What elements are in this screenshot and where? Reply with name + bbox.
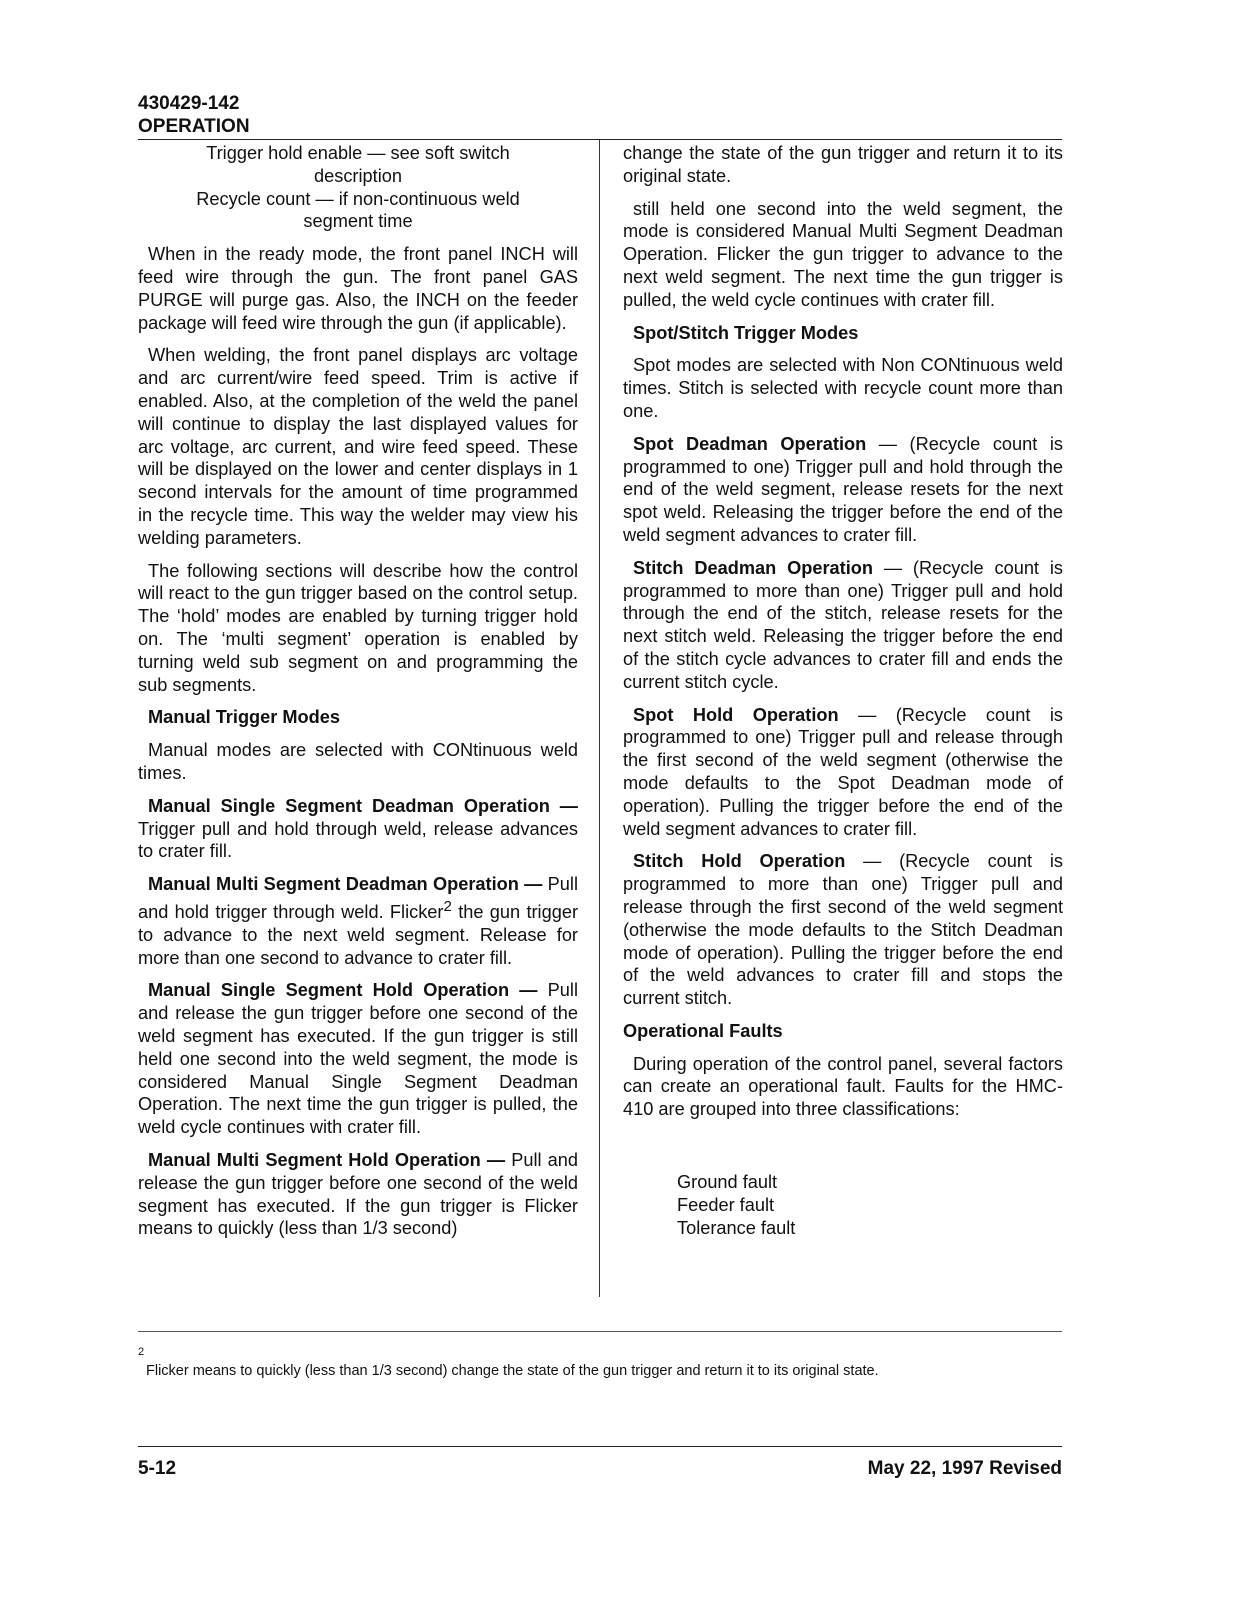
right-column	[623, 142, 1063, 1240]
heading-manual-trigger-modes: Manual Trigger Modes	[148, 707, 341, 728]
list-item: Trigger hold enable — see soft switch	[206, 143, 510, 163]
footnote-text: Flicker means to quickly (less than 1/3 second) change the state of the gun trigger and return it to its original state.	[146, 1363, 879, 1379]
list-item: description	[314, 165, 402, 186]
fault-list	[677, 1171, 1063, 1240]
term-manual-single-deadman: Manual Single Segment Deadman Operation —	[148, 795, 578, 816]
term-spot-deadman: Spot Deadman Operation	[633, 433, 867, 454]
left-column	[138, 142, 578, 1250]
doc-number: 430429-142	[138, 93, 240, 114]
heading-operational-faults: Operational Faults	[623, 1020, 783, 1041]
paragraph-ready-mode: When in the ready mode, the front panel INCH will feed wire through the gun. The front panel GAS PURGE will purge gas. Also, the INCH on the feeder package will feed wire through the gun (if applicable).	[138, 244, 578, 333]
paragraph-manual-single-hold: Manual Single Segment Hold Operation — Pull and release the gun trigger before one second of the weld segment has executed. If the gun trigger is still held one second into the weld segment, the mode is considered Manual Single Segment Deadman Operation. The next time the gun trigger is pulled, the weld cycle continues with crater fill.	[138, 980, 578, 1138]
paragraph-flicker-continued: change the state of the gun trigger and return it to its original state.	[623, 143, 1063, 186]
term-manual-single-hold: Manual Single Segment Hold Operation —	[148, 980, 538, 1001]
term-stitch-deadman: Stitch Deadman Operation	[633, 557, 873, 578]
paragraph-multi-hold-continued: still held one second into the weld segment, the mode is considered Manual Multi Segment Deadman Operation. Flicker the gun trigger to advance to the next weld segment. The next time the gun trigger is pulled, the weld cycle continues with crater fill.	[623, 198, 1063, 310]
term-stitch-hold: Stitch Hold Operation	[633, 851, 846, 872]
paragraph-stitch-hold: Stitch Hold Operation — (Recycle count is programmed to more than one) Trigger pull and release through the first second of the weld segment (otherwise the mode defaults to the Stitch Deadman mode of operation). Pulling the trigger before the end of the weld advances to crater fill and stops the current stitch.	[623, 851, 1063, 1009]
term-spot-hold: Spot Hold Operation	[633, 704, 839, 725]
paragraph-welding: When welding, the front panel displays arc voltage and arc current/wire feed speed. Trim is active if enabled. Also, at the completion of the weld the panel will continue to display the last displayed values for arc voltage, arc current, and wire feed speed. These will be displayed on the lower and center displays in 1 second intervals for the amount of time programmed in the recycle time. This way the welder may view his welding parameters.	[138, 345, 578, 548]
paragraph-spot-deadman: Spot Deadman Operation — (Recycle count is programmed to one) Trigger pull and hold through the end of the weld segment, release resets for the next spot weld. Releasing the trigger before the end of the weld segment advances to crater fill.	[623, 433, 1063, 545]
revision-date: May 22, 1997 Revised	[867, 1458, 1062, 1479]
section-title: OPERATION	[138, 116, 250, 137]
footnote-rule	[138, 1331, 1062, 1332]
paragraph-manual-single-deadman: Manual Single Segment Deadman Operation — Trigger pull and hold through weld, release advances to crater fill.	[138, 795, 578, 862]
paragraph-following-sections: The following sections will describe how the control will react to the gun trigger based on the control setup. The ‘hold’ modes are enabled by turning trigger hold on. The ‘multi segment’ operation is enabled by turning weld sub segment on and programming the sub segments.	[138, 560, 578, 695]
settings-list	[138, 142, 578, 233]
term-manual-multi-hold: Manual Multi Segment Hold Operation —	[148, 1149, 506, 1170]
paragraph-spot-modes: Spot modes are selected with Non CONtinuous weld times. Stitch is selected with recycle count more than one.	[623, 355, 1063, 421]
heading-spot-stitch-modes: Spot/Stitch Trigger Modes	[633, 322, 859, 343]
list-item: segment time	[303, 211, 413, 232]
footnote-number: 2	[138, 1346, 145, 1358]
footer-rule	[138, 1446, 1062, 1447]
page-header	[138, 92, 250, 138]
term-manual-multi-deadman: Manual Multi Segment Deadman Operation —	[148, 874, 543, 895]
paragraph-stitch-deadman: Stitch Deadman Operation — (Recycle count is programmed to more than one) Trigger pull and hold through the end of the stitch, release resets for the next stitch weld. Releasing the trigger before the end of the stitch cycle advances to crater fill and ends the current stitch cycle.	[623, 557, 1063, 692]
column-divider	[599, 140, 600, 1297]
paragraph-manual-multi-hold: Manual Multi Segment Hold Operation — Pull and release the gun trigger before one second of the weld segment has executed. If the gun trigger is Flicker means to quickly (less than 1/3 second)	[138, 1149, 579, 1239]
list-item: Tolerance fault	[677, 1218, 796, 1239]
paragraph-spot-hold: Spot Hold Operation — (Recycle count is programmed to one) Trigger pull and release through the first second of the weld segment (otherwise the mode defaults to the Spot Deadman mode of operation). Pulling the trigger before the end of the weld segment advances to crater fill.	[623, 704, 1063, 839]
footnote-ref: 2	[443, 897, 452, 915]
list-item: Ground fault	[677, 1172, 778, 1193]
paragraph-faults: During operation of the control panel, several factors can create an operational fault. Faults for the HMC-410 are grouped into three classifications:	[623, 1053, 1063, 1120]
paragraph-manual-modes: Manual modes are selected with CONtinuous weld times.	[138, 740, 578, 783]
header-rule	[138, 139, 1062, 140]
list-item: Recycle count — if non-continuous weld	[196, 188, 520, 209]
list-item: Feeder fault	[677, 1195, 775, 1216]
page-number: 5-12	[138, 1458, 177, 1479]
paragraph-manual-multi-deadman: Manual Multi Segment Deadman Operation — Pull and hold trigger through weld. Flicker$^2$ the gun trigger to advance to the next weld segment. Release for more than one second to advance to crater fill.	[138, 874, 578, 968]
